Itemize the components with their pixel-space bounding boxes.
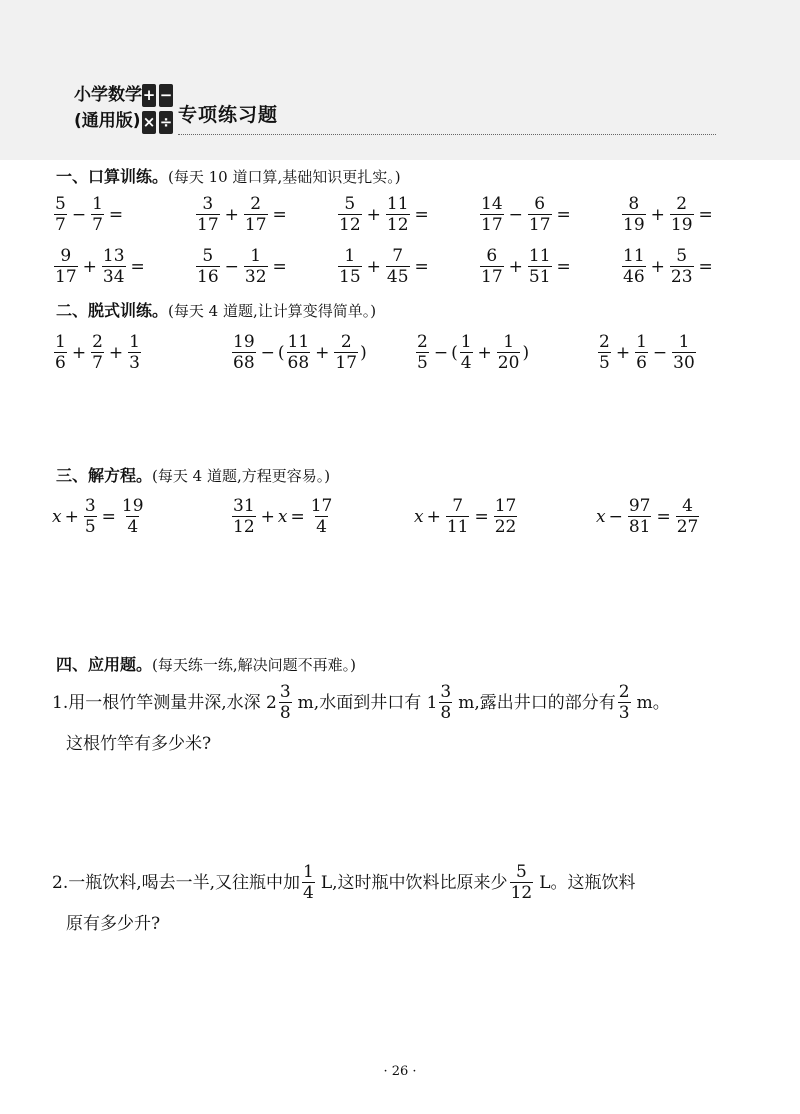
fraction: 3 8 xyxy=(440,682,452,723)
operator: − xyxy=(260,342,275,363)
fraction: 5 16 xyxy=(197,246,219,287)
equals: = xyxy=(272,256,287,277)
variable: x xyxy=(277,506,288,527)
brand-line-1: 小学数学 xyxy=(74,85,142,105)
operator: − xyxy=(433,342,449,363)
fraction: 2 5 xyxy=(417,332,428,373)
fraction: 8 19 xyxy=(623,194,645,235)
fraction: $\frac{7}{11}$ xyxy=(446,496,469,537)
operator-icons xyxy=(142,84,174,138)
fraction: $\frac{1}{30}$ xyxy=(673,332,695,373)
equals: = xyxy=(698,256,713,277)
fraction: 31 12 xyxy=(233,496,255,537)
word-problem-1 xyxy=(52,682,670,755)
fraction: $\frac{17}{22}$ xyxy=(494,496,517,537)
times-icon: × xyxy=(142,111,156,134)
equals: = xyxy=(290,506,305,527)
variable: x xyxy=(596,506,606,527)
fraction: 1 15 xyxy=(339,246,361,287)
problem-text: m,露出井口的部分有 xyxy=(458,692,616,713)
equation-1 xyxy=(52,496,147,537)
equals: = xyxy=(130,256,145,277)
operator: − xyxy=(508,204,523,225)
section-3-title: 三、解方程。 xyxy=(56,466,153,485)
operator: + xyxy=(508,256,523,277)
section-4-note: (每天练一练,解决问题不再难。) xyxy=(152,656,356,674)
fraction: $\frac{1}{7}$ xyxy=(92,194,103,235)
equals: = xyxy=(101,506,116,527)
stepwise-expr-4 xyxy=(596,332,698,373)
fraction: 1 4 xyxy=(303,862,314,903)
header-divider xyxy=(178,134,716,135)
operator: − xyxy=(71,204,87,225)
right-paren: ) xyxy=(522,342,530,363)
operator: + xyxy=(426,506,441,527)
fraction: 14 17 xyxy=(481,194,503,235)
fraction: 3 17 xyxy=(197,194,219,235)
fraction: $\frac{3}{5}$ xyxy=(84,496,96,537)
fraction: $\frac{11}{12}$ xyxy=(386,194,409,235)
equals: = xyxy=(108,204,124,225)
fraction: $\frac{19}{4}$ xyxy=(121,496,144,537)
minus-icon: − xyxy=(159,84,173,107)
right-paren: ) xyxy=(360,342,367,363)
brand-title xyxy=(74,82,142,134)
header-band xyxy=(0,0,800,160)
fraction: 1 4 xyxy=(460,332,472,373)
fraction: $\frac{7}{45}$ xyxy=(386,246,409,287)
fraction: 2 5 xyxy=(599,332,610,373)
left-paren: ( xyxy=(277,342,285,363)
equals: = xyxy=(656,506,671,527)
fraction: $\frac{11}{51}$ xyxy=(528,246,551,287)
fraction: 3 8 xyxy=(279,682,291,723)
oral-calc-item xyxy=(478,194,574,235)
section-2-note: (每天 4 道题,让计算变得简单。) xyxy=(168,302,377,320)
stepwise-expr-3 xyxy=(414,332,529,373)
operator: + xyxy=(315,342,330,363)
fraction: 9 17 xyxy=(55,246,77,287)
equals: = xyxy=(556,256,571,277)
equation-3 xyxy=(414,496,519,537)
operator: + xyxy=(260,506,275,527)
section-1-title: 一、口算训练。 xyxy=(56,167,169,186)
oral-calc-item xyxy=(620,194,716,235)
section-3-heading xyxy=(56,463,330,486)
variable: x xyxy=(52,506,62,527)
problem-text: 1.用一根竹竿测量井深,水深 2 xyxy=(52,692,277,713)
problem-text: m。 xyxy=(636,692,670,713)
problem-text: L。这瓶饮料 xyxy=(539,872,636,893)
oral-calc-item xyxy=(620,246,716,287)
equals: = xyxy=(272,204,287,225)
fraction: $\frac{2}{7}$ xyxy=(92,332,103,373)
section-3-note: (每天 4 道题,方程更容易。) xyxy=(152,467,331,485)
fraction: 19 68 xyxy=(233,332,255,373)
fraction: $\frac{5}{23}$ xyxy=(670,246,693,287)
word-problem-2 xyxy=(52,862,636,935)
fraction: 2 3 xyxy=(618,682,630,723)
problem-text: 原有多少升? xyxy=(66,914,161,934)
fraction: $\frac{17}{4}$ xyxy=(310,496,333,537)
fraction: $\frac{2}{17}$ xyxy=(335,332,358,373)
operator: − xyxy=(224,256,239,277)
divide-icon: ÷ xyxy=(159,111,173,134)
operator: + xyxy=(366,204,381,225)
fraction: 5 12 xyxy=(339,194,361,235)
oral-calc-item xyxy=(478,246,574,287)
operator: − xyxy=(652,342,668,363)
fraction: $\frac{1}{32}$ xyxy=(244,246,267,287)
problem-text: m,水面到井口有 1 xyxy=(297,692,438,713)
operator: + xyxy=(224,204,239,225)
brand-line-2: (通用版) xyxy=(74,111,141,131)
page-number: · 26 · xyxy=(383,1064,417,1079)
operator: + xyxy=(477,342,492,363)
fraction: 11 46 xyxy=(623,246,645,287)
problem-text: 2.一瓶饮料,喝去一半,又往瓶中加 xyxy=(52,872,301,893)
left-paren: ( xyxy=(451,342,458,363)
oral-calc-item xyxy=(52,246,148,287)
fraction: $\frac{1}{20}$ xyxy=(497,332,520,373)
variable: x xyxy=(414,506,424,527)
stepwise-expr-1 xyxy=(52,332,143,373)
fraction: 11 68 xyxy=(287,332,310,373)
series-title: 专项练习题 xyxy=(178,104,279,126)
fraction: 6 17 xyxy=(481,246,503,287)
operator: + xyxy=(64,506,79,527)
operator: + xyxy=(82,256,97,277)
problem-text: L,这时瓶中饮料比原来少 xyxy=(320,872,508,893)
oral-calc-item xyxy=(336,194,432,235)
oral-calc-item xyxy=(52,194,126,235)
fraction: $\frac{4}{27}$ xyxy=(676,496,699,537)
fraction: 5 12 xyxy=(510,862,533,903)
fraction: 5 7 xyxy=(55,194,66,235)
equation-4 xyxy=(596,496,701,537)
fraction: $\frac{1}{6}$ xyxy=(636,332,647,373)
equals: = xyxy=(414,204,429,225)
problem-text: 这根竹竿有多少米? xyxy=(66,734,212,754)
fraction: $\frac{97}{81}$ xyxy=(628,496,651,537)
fraction: $\frac{6}{17}$ xyxy=(528,194,551,235)
operator: + xyxy=(650,204,665,225)
section-1-heading xyxy=(56,164,401,187)
plus-icon: + xyxy=(142,84,156,107)
section-4-title: 四、应用题。 xyxy=(56,655,153,674)
equals: = xyxy=(414,256,429,277)
fraction: $\frac{13}{34}$ xyxy=(102,246,125,287)
oral-calc-item xyxy=(194,194,290,235)
stepwise-expr-2 xyxy=(230,332,367,373)
oral-calc-item xyxy=(336,246,432,287)
fraction: 1 6 xyxy=(55,332,66,373)
operator: + xyxy=(366,256,381,277)
fraction: $\frac{1}{3}$ xyxy=(129,332,140,373)
operator: + xyxy=(71,342,87,363)
equals: = xyxy=(556,204,571,225)
equals: = xyxy=(474,506,489,527)
section-1-note: (每天 10 道口算,基础知识更扎实。) xyxy=(168,168,401,186)
section-2-title: 二、脱式训练。 xyxy=(56,301,169,320)
section-4-heading xyxy=(56,652,356,675)
oral-calc-item xyxy=(194,246,290,287)
operator: + xyxy=(615,342,631,363)
operator: − xyxy=(608,506,623,527)
operator: + xyxy=(650,256,665,277)
equals: = xyxy=(698,204,713,225)
fraction: $\frac{2}{17}$ xyxy=(244,194,267,235)
fraction: $\frac{2}{19}$ xyxy=(670,194,693,235)
section-2-heading xyxy=(56,298,376,321)
operator: + xyxy=(108,342,124,363)
equation-2 xyxy=(230,496,335,537)
